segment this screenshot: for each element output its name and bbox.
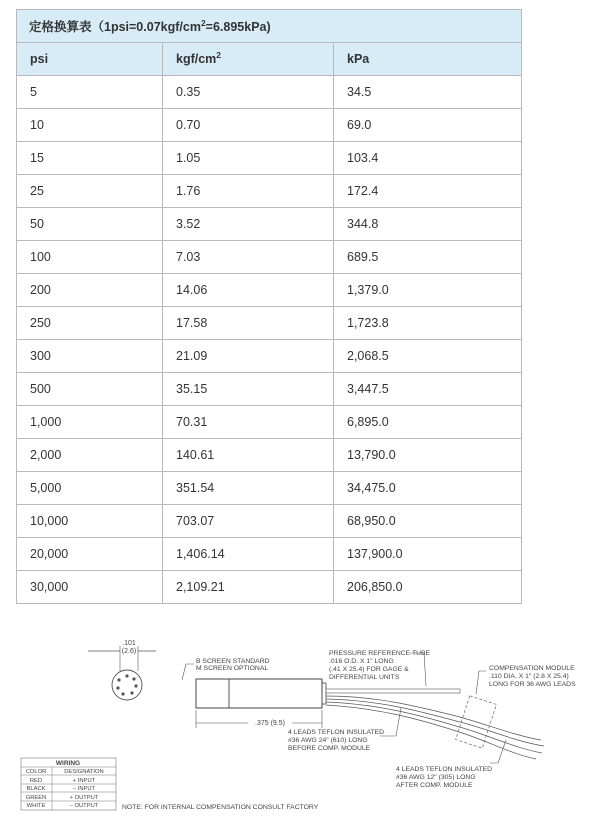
- cell-kgf: 14.06: [163, 274, 334, 307]
- tube-label-3: (.41 X 25.4) FOR GAGE &: [329, 666, 409, 673]
- tube-label-4: DIFFERENTIAL UNITS: [329, 674, 400, 681]
- dim-top-mm-label: (2.6): [121, 648, 137, 655]
- cell-kgf: 21.09: [163, 340, 334, 373]
- leads-a-label-3: BEFORE COMP. MODULE: [288, 745, 371, 752]
- screen-optional-label: M SCREEN OPTIONAL: [196, 665, 269, 672]
- cell-kgf: 140.61: [163, 439, 334, 472]
- comp-label-3: LONG FOR 36 AWG LEADS: [489, 681, 576, 688]
- cell-kpa: 344.8: [334, 208, 522, 241]
- header-kgf-superscript: 2: [216, 50, 222, 60]
- cell-psi: 1,000: [17, 406, 163, 439]
- table-row: [17, 142, 522, 175]
- cell-psi: 30,000: [17, 571, 163, 604]
- wiring-title: WIRING: [55, 760, 81, 767]
- tube-leader: [410, 653, 426, 686]
- wiring-color-green: GREEN: [25, 795, 47, 801]
- cell-kpa: 1,379.0: [334, 274, 522, 307]
- cell-kgf: 3.52: [163, 208, 334, 241]
- table-row: [17, 571, 522, 604]
- pressure-conversion-table: [16, 9, 522, 604]
- header-psi: psi: [17, 43, 163, 76]
- wiring-color-black: BLACK: [26, 786, 46, 792]
- cell-kgf: 7.03: [163, 241, 334, 274]
- wiring-color-white: WHITE: [26, 803, 46, 809]
- wiring-designation-green: + OUTPUT: [69, 795, 99, 801]
- cell-kgf: 35.15: [163, 373, 334, 406]
- cell-kpa: 69.0: [334, 109, 522, 142]
- table-row: [17, 208, 522, 241]
- cell-psi: 100: [17, 241, 163, 274]
- cell-psi: 300: [17, 340, 163, 373]
- cell-psi: 50: [17, 208, 163, 241]
- title-text: 定格换算表（1psi=0.07kgf/cm: [29, 20, 201, 34]
- sensor-dimension-drawing: [16, 636, 576, 816]
- tube-label-2: .016 O.D. X 1" LONG: [329, 658, 394, 665]
- cell-psi: 500: [17, 373, 163, 406]
- cell-psi: 2,000: [17, 439, 163, 472]
- pressure-tube: [326, 689, 460, 693]
- wiring-designation-red: + INPUT: [72, 778, 96, 784]
- wiring-designation-black: – INPUT: [72, 786, 96, 792]
- sensor-drawing-svg: [16, 636, 576, 816]
- dim-top-label: .101: [122, 640, 136, 647]
- wiring-header-designation: DESIGNATION: [64, 769, 104, 775]
- comp-label-2: .110 DIA. X 1" (2.8 X 25.4): [489, 673, 569, 680]
- leads-b-label-3: AFTER COMP. MODULE: [396, 782, 473, 789]
- cell-psi: 15: [17, 142, 163, 175]
- table-row: [17, 76, 522, 109]
- cell-kpa: 137,900.0: [334, 538, 522, 571]
- wiring-color-red: RED: [29, 778, 43, 784]
- table-row: [17, 274, 522, 307]
- header-kgf-text: kgf/cm: [176, 52, 217, 66]
- leads-b-label-2: #36 AWG 12" (305) LONG: [396, 774, 476, 781]
- header-kgf: [163, 43, 334, 76]
- cell-kpa: 6,895.0: [334, 406, 522, 439]
- cell-kgf: 1.05: [163, 142, 334, 175]
- cell-kpa: 689.5: [334, 241, 522, 274]
- cell-kpa: 103.4: [334, 142, 522, 175]
- table-body: [17, 76, 522, 604]
- cell-kpa: 206,850.0: [334, 571, 522, 604]
- cell-psi: 250: [17, 307, 163, 340]
- table-row: [17, 373, 522, 406]
- table-row: [17, 472, 522, 505]
- table-row: [17, 505, 522, 538]
- screen-leader: [182, 664, 194, 680]
- table-row: [17, 538, 522, 571]
- cell-psi: 20,000: [17, 538, 163, 571]
- sensor-body: [196, 679, 322, 708]
- table-row: [17, 439, 522, 472]
- cell-kgf: 0.70: [163, 109, 334, 142]
- leads-b-label-1: 4 LEADS TEFLON INSULATED: [396, 766, 493, 773]
- title-superscript: 2: [200, 18, 206, 28]
- cell-psi: 10: [17, 109, 163, 142]
- title-text-end: =6.895kPa): [205, 20, 271, 34]
- comp-leader: [476, 671, 486, 694]
- cell-kgf: 17.58: [163, 307, 334, 340]
- cell-kgf: 2,109.21: [163, 571, 334, 604]
- leads-a-label-2: #36 AWG 24" (610) LONG: [288, 737, 368, 744]
- cell-psi: 5: [17, 76, 163, 109]
- cell-kpa: 34,475.0: [334, 472, 522, 505]
- table-row: [17, 406, 522, 439]
- table-title-row: [17, 10, 522, 43]
- table-row: [17, 340, 522, 373]
- cell-kgf: 0.35: [163, 76, 334, 109]
- tube-label-1: PRESSURE REFERENCE TUBE: [329, 650, 431, 657]
- table-row: [17, 241, 522, 274]
- comp-label-1: COMPENSATION MODULE: [489, 665, 575, 672]
- sensor-pins: [116, 674, 137, 695]
- cell-kpa: 3,447.5: [334, 373, 522, 406]
- cell-kpa: 1,723.8: [334, 307, 522, 340]
- cell-kpa: 2,068.5: [334, 340, 522, 373]
- cell-psi: 10,000: [17, 505, 163, 538]
- table-title: [17, 10, 522, 43]
- table-row: [17, 307, 522, 340]
- wiring-header-color: COLOR: [25, 769, 47, 775]
- cell-kgf: 351.54: [163, 472, 334, 505]
- cell-kgf: 703.07: [163, 505, 334, 538]
- leads-a-label-1: 4 LEADS TEFLON INSULATED: [288, 729, 385, 736]
- screen-standard-label: B SCREEN STANDARD: [196, 658, 270, 665]
- cell-psi: 5,000: [17, 472, 163, 505]
- leads-b-leader: [490, 740, 506, 763]
- cell-kpa: 34.5: [334, 76, 522, 109]
- length-dim-label: .375 (9.5): [255, 720, 285, 727]
- cell-psi: 25: [17, 175, 163, 208]
- table-row: [17, 109, 522, 142]
- cell-kgf: 70.31: [163, 406, 334, 439]
- cell-kpa: 68,950.0: [334, 505, 522, 538]
- cell-kpa: 172.4: [334, 175, 522, 208]
- wiring-table: [21, 758, 116, 810]
- header-kpa: kPa: [334, 43, 522, 76]
- compensation-note: NOTE: FOR INTERNAL COMPENSATION CONSULT FACTORY: [122, 804, 319, 811]
- table-row: [17, 175, 522, 208]
- cell-psi: 200: [17, 274, 163, 307]
- cell-kgf: 1,406.14: [163, 538, 334, 571]
- cell-kpa: 13,790.0: [334, 439, 522, 472]
- table-header-row: [17, 43, 522, 76]
- cell-kgf: 1.76: [163, 175, 334, 208]
- wiring-designation-white: – OUTPUT: [69, 803, 99, 809]
